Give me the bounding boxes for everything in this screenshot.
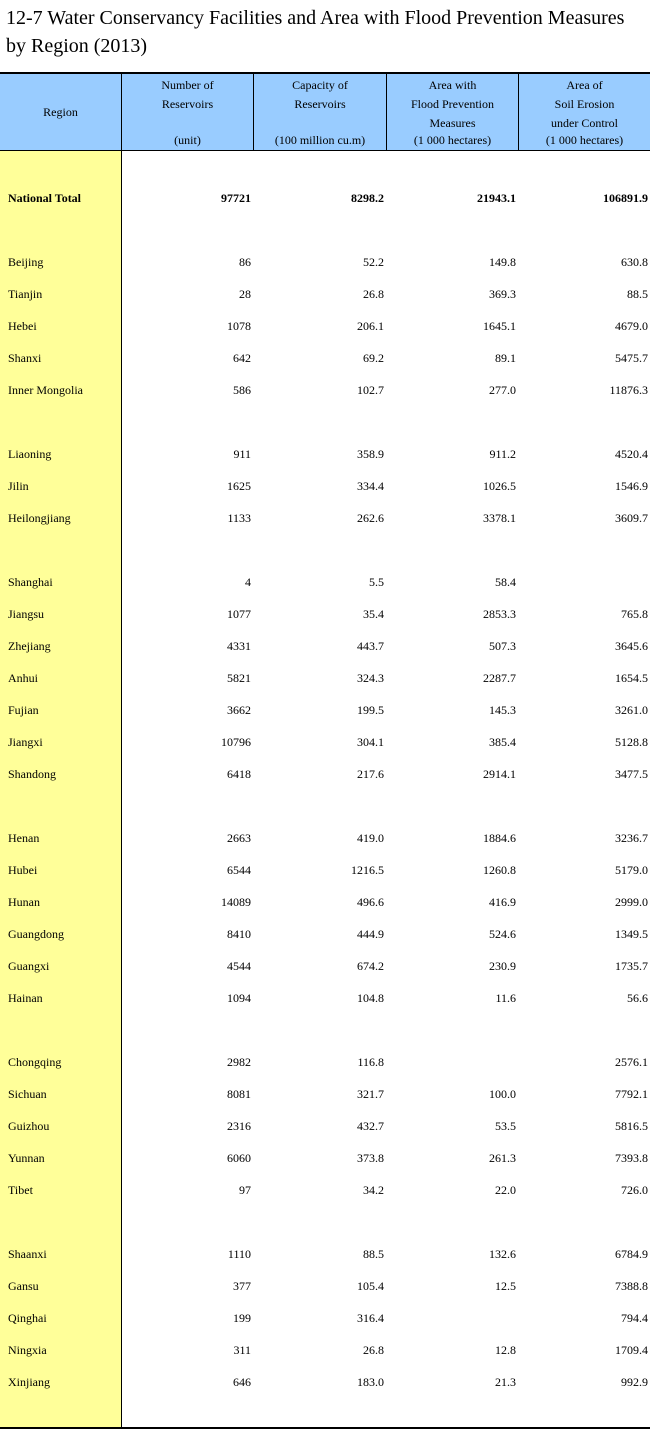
table-cell: 8298.2	[351, 191, 384, 205]
table-cell: 1077	[227, 607, 251, 621]
table-cell: 444.9	[357, 927, 384, 941]
table-cell: 311	[233, 1343, 251, 1357]
table-row	[0, 1052, 650, 1072]
region-name: Yunnan	[8, 1151, 45, 1165]
region-name: Heilongjiang	[8, 511, 71, 525]
region-name: Xinjiang	[8, 1375, 50, 1389]
table-row	[0, 604, 650, 624]
table-cell: 765.8	[621, 607, 648, 621]
table-cell: 52.2	[363, 255, 384, 269]
table-cell: 3378.1	[483, 511, 516, 525]
table-cell: 22.0	[495, 1183, 516, 1197]
table-cell: 4331	[227, 639, 251, 653]
table-cell: 1645.1	[483, 319, 516, 333]
table-cell: 3645.6	[615, 639, 648, 653]
table-cell: 794.4	[621, 1311, 648, 1325]
table-row	[0, 508, 650, 528]
table-row	[0, 444, 650, 464]
table-cell: 1349.5	[615, 927, 648, 941]
region-name: Tianjin	[8, 287, 43, 301]
region-column-divider	[121, 151, 122, 1427]
table-cell: 507.3	[489, 639, 516, 653]
table-row	[0, 764, 650, 784]
region-name: Shanghai	[8, 575, 53, 589]
region-name: Jiangsu	[8, 607, 44, 621]
table-cell: 262.6	[357, 511, 384, 525]
header-label: Area of Soil Erosion under Control	[551, 78, 618, 130]
table-cell: 2999.0	[615, 895, 648, 909]
table-cell: 1884.6	[483, 831, 516, 845]
table-header-rule	[0, 150, 650, 151]
region-name: Beijing	[8, 255, 44, 269]
table-cell: 12.8	[495, 1343, 516, 1357]
table-row	[0, 1180, 650, 1200]
table-cell: 496.6	[357, 895, 384, 909]
table-cell: 1110	[227, 1247, 251, 1261]
table-cell: 277.0	[489, 383, 516, 397]
table-cell: 1216.5	[351, 863, 384, 877]
table-cell: 4544	[227, 959, 251, 973]
region-name: Gansu	[8, 1279, 39, 1293]
region-name: Hunan	[8, 895, 40, 909]
table-cell: 10796	[221, 735, 251, 749]
table-cell: 3662	[227, 703, 251, 717]
table-cell: 53.5	[495, 1119, 516, 1133]
table-row	[0, 1276, 650, 1296]
table-cell: 334.4	[357, 479, 384, 493]
region-name: Shaanxi	[8, 1247, 47, 1261]
table-cell: 34.2	[363, 1183, 384, 1197]
region-name: Liaoning	[8, 447, 52, 461]
region-name: Shanxi	[8, 351, 42, 365]
region-name: Hainan	[8, 991, 43, 1005]
table-cell: 304.1	[357, 735, 384, 749]
table-cell: 369.3	[489, 287, 516, 301]
table-cell: 100.0	[489, 1087, 516, 1101]
table-row	[0, 188, 650, 208]
table-cell: 88.5	[363, 1247, 384, 1261]
table-row	[0, 252, 650, 272]
table-cell: 97	[239, 1183, 251, 1197]
table-cell: 4	[245, 575, 251, 589]
table-row	[0, 1340, 650, 1360]
table-cell: 12.5	[495, 1279, 516, 1293]
table-cell: 3609.7	[615, 511, 648, 525]
table-row	[0, 316, 650, 336]
table-cell: 1078	[227, 319, 251, 333]
table-row	[0, 860, 650, 880]
table-cell: 1654.5	[615, 671, 648, 685]
header-label: Capacity of Reservoirs	[292, 78, 348, 111]
table-cell: 116.8	[357, 1055, 384, 1069]
table-row	[0, 1308, 650, 1328]
table-cell: 2287.7	[483, 671, 516, 685]
table-cell: 432.7	[357, 1119, 384, 1133]
table-row	[0, 924, 650, 944]
table-cell: 230.9	[489, 959, 516, 973]
table-row	[0, 1244, 650, 1264]
table-cell: 132.6	[489, 1247, 516, 1261]
table-cell: 7388.8	[615, 1279, 648, 1293]
table-cell: 2914.1	[483, 767, 516, 781]
region-name: Ningxia	[8, 1343, 47, 1357]
table-cell: 8410	[227, 927, 251, 941]
table-cell: 373.8	[357, 1151, 384, 1165]
table-cell: 6418	[227, 767, 251, 781]
region-name: Zhejiang	[8, 639, 51, 653]
table-cell: 106891.9	[603, 191, 648, 205]
table-cell: 3477.5	[615, 767, 648, 781]
table-cell: 1133	[227, 511, 251, 525]
table-cell: 206.1	[357, 319, 384, 333]
header-unit: (unit)	[174, 133, 201, 147]
table-cell: 58.4	[495, 575, 516, 589]
table-row	[0, 380, 650, 400]
table-cell: 1094	[227, 991, 251, 1005]
table-cell: 324.3	[357, 671, 384, 685]
table-cell: 1735.7	[615, 959, 648, 973]
table-cell: 524.6	[489, 927, 516, 941]
region-name: Shandong	[8, 767, 56, 781]
table-cell: 26.8	[363, 287, 384, 301]
table-cell: 5179.0	[615, 863, 648, 877]
table-row	[0, 1372, 650, 1392]
table-row	[0, 1116, 650, 1136]
table-cell: 358.9	[357, 447, 384, 461]
table-cell: 149.8	[489, 255, 516, 269]
table-cell: 11.6	[495, 991, 516, 1005]
table-cell: 911.2	[489, 447, 516, 461]
region-name: Hebei	[8, 319, 37, 333]
table-row	[0, 476, 650, 496]
region-name: Chongqing	[8, 1055, 62, 1069]
table-cell: 199	[233, 1311, 251, 1325]
header-area-soil-erosion-control	[519, 74, 650, 150]
table-row	[0, 668, 650, 688]
region-name: Tibet	[8, 1183, 33, 1197]
table-bottom-rule	[0, 1427, 650, 1429]
table-cell: 88.5	[627, 287, 648, 301]
table-cell: 261.3	[489, 1151, 516, 1165]
region-name: Anhui	[8, 671, 38, 685]
table-row	[0, 956, 650, 976]
region-name: Fujian	[8, 703, 39, 717]
table-cell: 11876.3	[609, 383, 648, 397]
table-row	[0, 348, 650, 368]
table-cell: 104.8	[357, 991, 384, 1005]
table-cell: 6544	[227, 863, 251, 877]
table-row	[0, 1148, 650, 1168]
table-cell: 911	[233, 447, 251, 461]
table-cell: 5128.8	[615, 735, 648, 749]
table-row	[0, 1084, 650, 1104]
header-label: Area with Flood Prevention Measures	[411, 78, 494, 130]
header-number-of-reservoirs	[122, 74, 253, 150]
table-cell: 21.3	[495, 1375, 516, 1389]
table-cell: 69.2	[363, 351, 384, 365]
table-cell: 183.0	[357, 1375, 384, 1389]
table-cell: 3236.7	[615, 831, 648, 845]
table-cell: 1709.4	[615, 1343, 648, 1357]
table-cell: 1026.5	[483, 479, 516, 493]
region-column-background	[0, 151, 121, 1427]
table-cell: 5816.5	[615, 1119, 648, 1133]
table-cell: 6060	[227, 1151, 251, 1165]
table-cell: 7792.1	[615, 1087, 648, 1101]
table-cell: 105.4	[357, 1279, 384, 1293]
table-cell: 419.0	[357, 831, 384, 845]
table-cell: 56.6	[627, 991, 648, 1005]
table-cell: 89.1	[495, 351, 516, 365]
region-name: Guangxi	[8, 959, 50, 973]
table-cell: 5821	[227, 671, 251, 685]
region-name: Sichuan	[8, 1087, 47, 1101]
region-name: Jiangxi	[8, 735, 43, 749]
region-name: Guizhou	[8, 1119, 50, 1133]
table-cell: 6784.9	[615, 1247, 648, 1261]
table-cell: 443.7	[357, 639, 384, 653]
table-row	[0, 700, 650, 720]
table-cell: 5475.7	[615, 351, 648, 365]
table-cell: 630.8	[621, 255, 648, 269]
table-cell: 28	[239, 287, 251, 301]
table-cell: 385.4	[489, 735, 516, 749]
table-row	[0, 828, 650, 848]
table-cell: 2576.1	[615, 1055, 648, 1069]
table-row	[0, 892, 650, 912]
header-label: Number of Reservoirs	[161, 78, 214, 111]
table-cell: 86	[239, 255, 251, 269]
region-name: Henan	[8, 831, 40, 845]
table-cell: 199.5	[357, 703, 384, 717]
table-cell: 416.9	[489, 895, 516, 909]
header-area-flood-prevention	[387, 74, 518, 150]
table-cell: 4679.0	[615, 319, 648, 333]
table-cell: 97721	[221, 191, 251, 205]
table-cell: 2853.3	[483, 607, 516, 621]
table-row	[0, 572, 650, 592]
region-name: Hubei	[8, 863, 38, 877]
header-unit: (100 million cu.m)	[274, 133, 366, 147]
table-cell: 726.0	[621, 1183, 648, 1197]
table-cell: 2316	[227, 1119, 251, 1133]
table-cell: 1625	[227, 479, 251, 493]
region-name: Guangdong	[8, 927, 64, 941]
table-cell: 14089	[221, 895, 251, 909]
table-cell: 26.8	[363, 1343, 384, 1357]
table-cell: 2982	[227, 1055, 251, 1069]
table-cell: 321.7	[357, 1087, 384, 1101]
table-cell: 3261.0	[615, 703, 648, 717]
table-cell: 5.5	[369, 575, 384, 589]
table-cell: 674.2	[357, 959, 384, 973]
table-cell: 21943.1	[477, 191, 516, 205]
table-row	[0, 636, 650, 656]
table-cell: 1546.9	[615, 479, 648, 493]
region-name: Jilin	[8, 479, 29, 493]
region-name: Qinghai	[8, 1311, 47, 1325]
page-title: 12-7 Water Conservancy Facilities and Area with Flood Prevention Measures by Region (2013)	[6, 7, 625, 57]
header-unit: (1 000 hectares)	[545, 133, 624, 147]
table-cell: 35.4	[363, 607, 384, 621]
table-cell: 4520.4	[615, 447, 648, 461]
table-cell: 586	[233, 383, 251, 397]
header-region: Region	[43, 104, 78, 119]
table-cell: 145.3	[489, 703, 516, 717]
region-name: National Total	[8, 191, 82, 205]
table-row	[0, 988, 650, 1008]
table-cell: 8081	[227, 1087, 251, 1101]
header-unit: (1 000 hectares)	[413, 133, 492, 147]
table-cell: 1260.8	[483, 863, 516, 877]
table-cell: 646	[233, 1375, 251, 1389]
table-cell: 217.6	[357, 767, 384, 781]
table-cell: 2663	[227, 831, 251, 845]
table-cell: 992.9	[621, 1375, 648, 1389]
table-cell: 102.7	[357, 383, 384, 397]
header-capacity-of-reservoirs	[254, 74, 386, 150]
table-row	[0, 284, 650, 304]
table-cell: 7393.8	[615, 1151, 648, 1165]
table-row	[0, 732, 650, 752]
region-name: Inner Mongolia	[8, 383, 83, 397]
table-cell: 377	[233, 1279, 251, 1293]
table-cell: 642	[233, 351, 251, 365]
table-cell: 316.4	[357, 1311, 384, 1325]
